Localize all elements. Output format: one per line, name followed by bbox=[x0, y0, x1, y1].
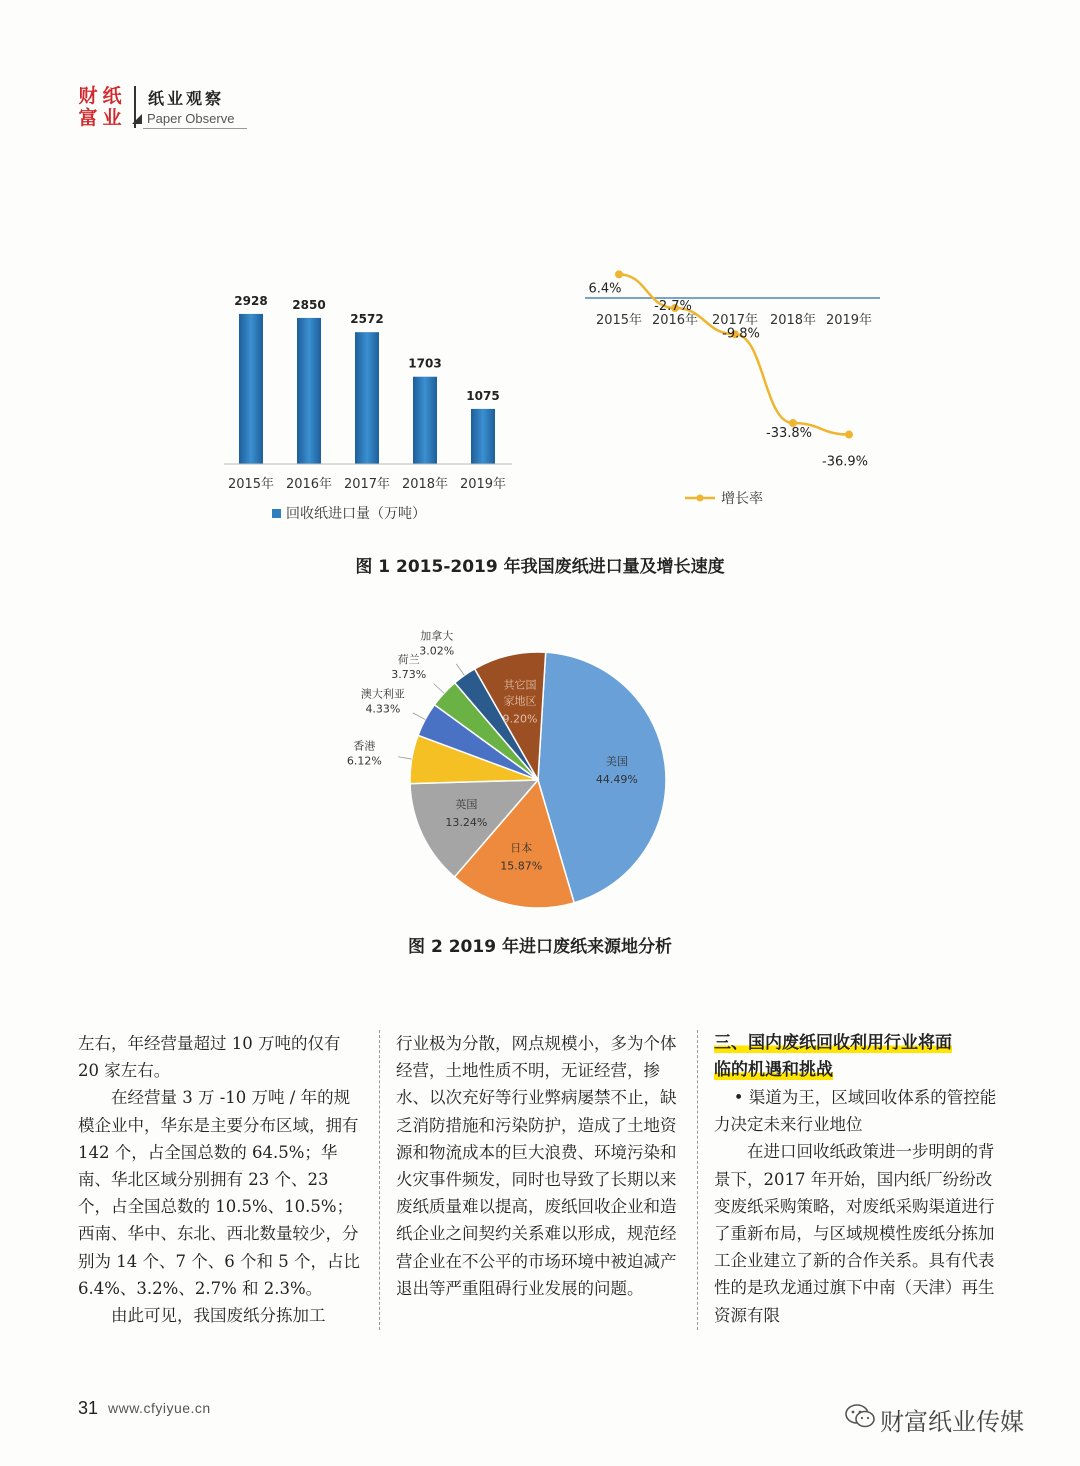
line-legend-label: 增长率 bbox=[721, 491, 763, 507]
bar-2015年 bbox=[239, 314, 263, 464]
pie-slice-value: 13.24% bbox=[445, 816, 488, 830]
bar-value-label: 1703 bbox=[408, 356, 442, 371]
figure1-caption: 图 1 2015-2019 年我国废纸进口量及增长速度 bbox=[355, 557, 725, 577]
paragraph: 20 家左右。 bbox=[78, 1061, 171, 1081]
pie-slice-name: 家地区 bbox=[503, 694, 537, 708]
bar-category-label: 2017年 bbox=[343, 477, 391, 492]
pie-slice-name: 其它国 bbox=[503, 678, 537, 692]
figure2-caption: 图 2 2019 年进口废纸来源地分析 bbox=[408, 937, 672, 957]
bar-2018年 bbox=[413, 377, 437, 464]
line-value-label: -36.9% bbox=[822, 454, 868, 470]
source-pie-chart bbox=[346, 629, 690, 930]
bar-2019年 bbox=[471, 409, 495, 464]
bar-2016年 bbox=[297, 318, 321, 464]
pie-slice-value: 6.12% bbox=[346, 754, 382, 768]
line-value-label: -33.8% bbox=[766, 426, 812, 442]
pie-slice-value: 4.33% bbox=[365, 702, 401, 716]
bar-category-label: 2018年 bbox=[401, 477, 449, 492]
section-title: 纸业观察 bbox=[148, 89, 225, 108]
pie-slice-value: 15.87% bbox=[500, 859, 543, 873]
pie-leader-line bbox=[413, 713, 425, 720]
column-divider bbox=[697, 1030, 698, 1330]
paragraph: 在经营量 3 万 -10 万吨 / 年的规模企业中，华东是主要分布区域，拥有 142 个，占全国总数的 64.5%；华南、华北区域分别拥有 23 个、23 个，占全国总数的 10.5%、10.5%；西南、华中、东北、西北数量较少，分别为 14 个、7 个、6 个和 5 个，占比 6.4%、3.2%、2.7% 和 2.3%。 bbox=[78, 1088, 360, 1298]
paragraph: 在进口回收纸政策进一步明朗的背景下，2017 年开始，国内纸厂纷纷改变废纸采购策略，对废纸采购渠道进行了重新布局，与区域规模性废纸分拣加工企业建立了新的合作关系。具有代表性的是玖龙通过旗下中南（天津）再生资源有限 bbox=[714, 1142, 995, 1325]
wechat-account-name: 财富纸业传媒 bbox=[880, 1408, 1024, 1436]
paragraph: 行业极为分散，网点规模小，多为个体经营，土地性质不明，无证经营，掺水、以次充好等行业弊病屡禁不止，缺乏消防措施和污染防护，造成了土地资源和物流成本的巨大浪费、环境污染和火灾事件频发，同时也导致了长期以来废纸质量难以提高，废纸回收企业和造纸企业之间契约关系难以形成，规范经营企业在不公平的市场环境中被迫减产退出等严重阻碍行业发展的问题。 bbox=[396, 1034, 677, 1298]
bar-value-label: 2850 bbox=[292, 297, 326, 312]
line-point bbox=[845, 431, 853, 439]
body-column-2 bbox=[396, 1030, 681, 1302]
line-value-label: 6.4% bbox=[588, 281, 622, 297]
bar-legend-swatch bbox=[272, 509, 281, 518]
logo-char: 业 bbox=[102, 107, 122, 129]
growth-rate-line-chart bbox=[585, 255, 885, 515]
line-value-label: -9.8% bbox=[722, 326, 760, 342]
column-divider bbox=[379, 1030, 380, 1330]
bar-value-label: 1075 bbox=[466, 388, 500, 403]
magazine-logo bbox=[76, 86, 126, 130]
bar-legend-label: 回收纸进口量（万吨） bbox=[286, 506, 426, 522]
header-underline bbox=[143, 128, 247, 129]
line-point bbox=[615, 270, 623, 278]
bar-2017年 bbox=[355, 332, 379, 464]
line-category-label: 2019年 bbox=[825, 313, 873, 328]
section-heading: 三、国内废纸回收利用行业将面 临的机遇和挑战 bbox=[714, 1033, 952, 1080]
logo-char: 财 bbox=[78, 85, 98, 107]
wechat-icon bbox=[844, 1403, 876, 1429]
pie-slice-value: 3.02% bbox=[419, 644, 455, 658]
bar-value-label: 2572 bbox=[350, 312, 384, 327]
website-url: www.cfyiyue.cn bbox=[108, 1400, 211, 1416]
pie-slice-name: 美国 bbox=[605, 755, 628, 769]
import-volume-bar-chart bbox=[210, 270, 530, 540]
page-number: 31 bbox=[78, 1398, 99, 1418]
pie-slice-value: 44.49% bbox=[595, 773, 638, 787]
subheading: • 渠道为王，区域回收体系的管控能力决定未来行业地位 bbox=[714, 1088, 997, 1135]
pie-slice-name: 香港 bbox=[353, 739, 376, 753]
body-column-1 bbox=[78, 1030, 362, 1329]
bar-value-label: 2928 bbox=[234, 293, 268, 308]
pie-slice-name: 日本 bbox=[510, 841, 533, 855]
pie-leader-line bbox=[398, 757, 412, 759]
line-value-label: -2.7% bbox=[654, 298, 692, 314]
pie-slice-name: 英国 bbox=[455, 798, 478, 812]
logo-char: 纸 bbox=[102, 85, 122, 107]
line-category-label: 2016年 bbox=[651, 313, 699, 328]
pie-leader-line bbox=[456, 664, 464, 675]
body-column-3 bbox=[714, 1030, 1000, 1329]
pie-slice-name: 澳大利亚 bbox=[360, 687, 405, 701]
paragraph: 由此可见，我国废纸分拣加工 bbox=[111, 1306, 326, 1326]
pie-slice-name: 荷兰 bbox=[397, 653, 420, 667]
logo-char: 富 bbox=[78, 107, 98, 129]
line-category-label: 2018年 bbox=[769, 313, 817, 328]
section-subtitle: Paper Observe bbox=[147, 111, 235, 126]
pie-slice-value: 3.73% bbox=[391, 668, 427, 682]
bar-category-label: 2016年 bbox=[285, 477, 333, 492]
paragraph: 左右，年经营量超过 10 万吨的仅有 bbox=[78, 1034, 341, 1053]
line-category-label: 2015年 bbox=[595, 313, 643, 328]
pie-slice-value: 9.20% bbox=[502, 712, 538, 726]
line-category-label: 2017年 bbox=[711, 313, 759, 328]
pie-leader-line bbox=[434, 684, 444, 693]
corner-triangle-icon bbox=[132, 114, 142, 124]
pie-slice-name: 加拿大 bbox=[420, 629, 454, 643]
bar-category-label: 2015年 bbox=[227, 477, 275, 492]
bar-category-label: 2019年 bbox=[459, 477, 507, 492]
